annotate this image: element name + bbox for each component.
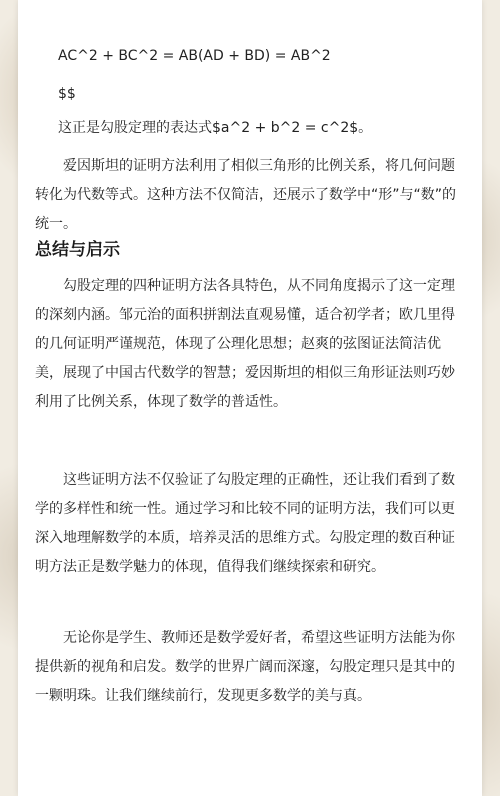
statement-line: 这正是勾股定理的表达式$a^2 + b^2 = c^2$。 <box>58 120 373 136</box>
section-heading: 总结与启示 <box>35 240 120 260</box>
formula-line: AC^2 + BC^2 = AB(AD + BD) = AB^2 <box>58 48 331 64</box>
summary-paragraph-2: 这些证明方法不仅验证了勾股定理的正确性，还让我们看到了数学的多样性和统一性。通过学习和比较不同的证明方法，我们可以更深入地理解数学的本质，培养灵活的思维方式。勾股定理的数百种证明方法正是数学魅力的体现，值得我们继续探索和研究。 <box>35 472 455 575</box>
einstein-paragraph: 爱因斯坦的证明方法利用了相似三角形的比例关系，将几何问题转化为代数等式。这种方法不仅简洁，还展示了数学中“形”与“数”的统一。 <box>35 158 457 232</box>
summary-paragraph-3: 无论你是学生、教师还是数学爱好者，希望这些证明方法能为你提供新的视角和启发。数学的世界广阔而深邃，勾股定理只是其中的一颗明珠。让我们继续前行，发现更多数学的美与真。 <box>35 630 455 704</box>
math-delimiter-line: $$ <box>58 86 76 102</box>
summary-paragraph-1: 勾股定理的四种证明方法各具特色，从不同角度揭示了这一定理的深刻内涵。邹元治的面积拼割法直观易懂，适合初学者；欧几里得的几何证明严谨规范，体现了公理化思想；赵爽的弦图证法简洁优美，展现了中国古代数学的智慧；爱因斯坦的相似三角形证法则巧妙利用了比例关系，体现了数学的普适性。 <box>35 278 455 410</box>
